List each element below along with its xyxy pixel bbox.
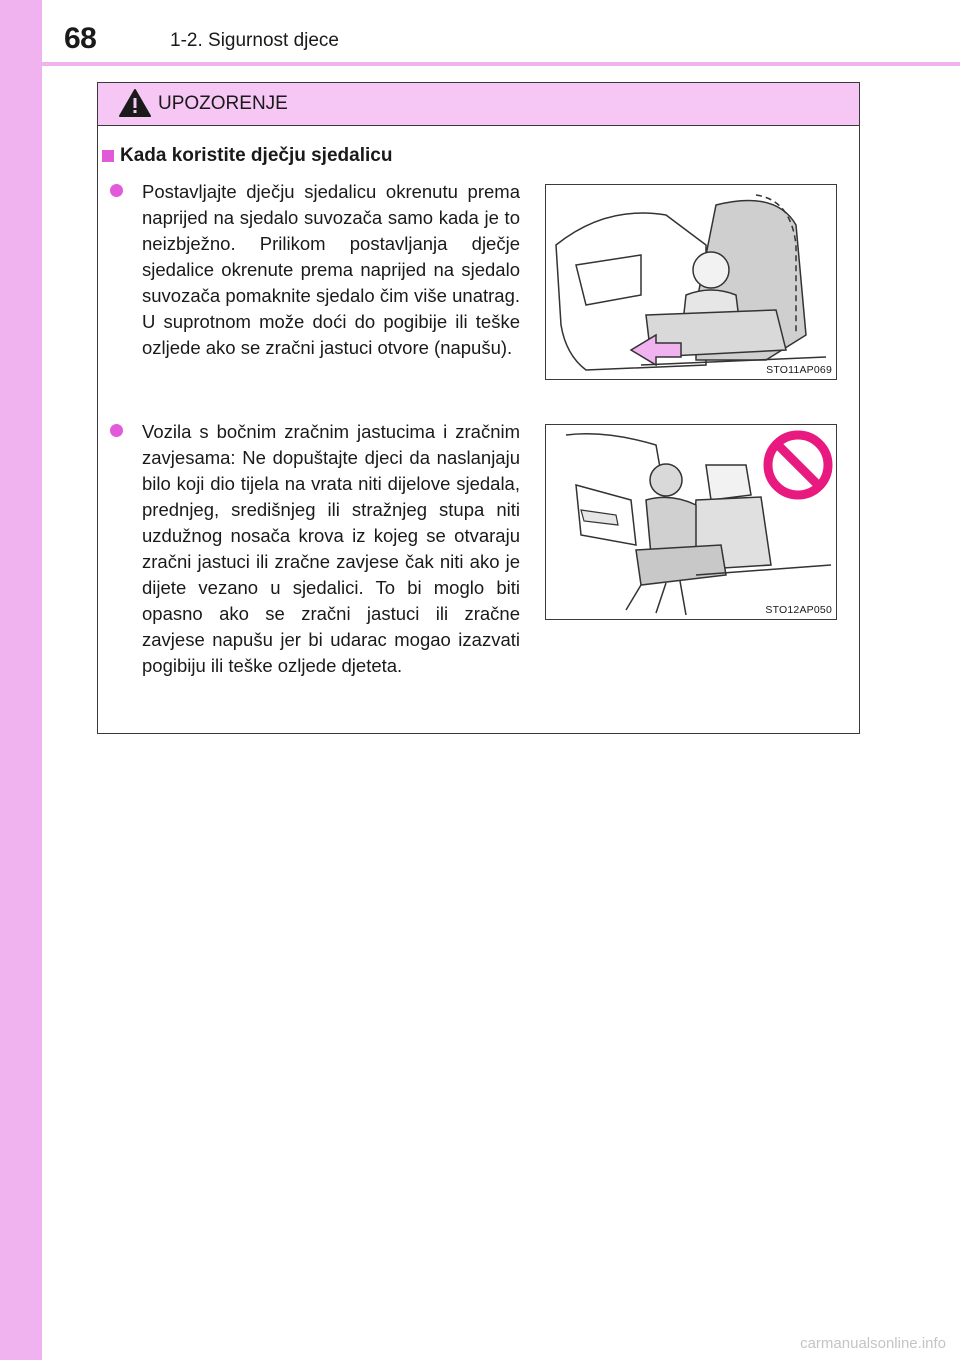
- child-seat-illustration: [546, 185, 836, 379]
- warning-box: [97, 82, 860, 734]
- list-item: [110, 179, 520, 361]
- header-rule: [42, 62, 960, 66]
- bullet-dot-icon: [110, 184, 123, 197]
- side-tab-bar: [0, 0, 42, 1360]
- list-item: [110, 419, 520, 679]
- figure-code: STO12AP050: [765, 604, 832, 616]
- list-item-text: Postavljajte dječju sjedalicu okrenutu prema naprijed na sjedalo suvozača samo kada je to neizbježno. Prilikom postavljanja dječje sjedalice okrenute prema naprijed na sjedalo suvozača pomaknite sjedalo čim više unatrag. U suprotnom može doći do pogibije ili teške ozljede ako se zračni jastuci otvore (napušu).: [142, 181, 520, 358]
- warning-heading: [102, 145, 392, 167]
- warning-header: [98, 83, 859, 126]
- watermark: carmanualsonline.info: [800, 1335, 946, 1352]
- page-number: 68: [64, 22, 97, 55]
- warning-triangle-icon: [118, 88, 152, 118]
- figure-rear-seat-child: [545, 424, 837, 620]
- figure-front-seat-child: [545, 184, 837, 380]
- warning-label: UPOZORENJE: [158, 93, 288, 114]
- prohibition-icon: [762, 429, 834, 501]
- figure-code: STO11AP069: [766, 364, 832, 376]
- square-bullet-icon: [102, 150, 114, 162]
- section-title: 1-2. Sigurnost djece: [170, 30, 339, 51]
- bullet-dot-icon: [110, 424, 123, 437]
- list-item-text: Vozila s bočnim zračnim jastucima i zračnim zavjesama: Ne dopuštajte djeci da naslanjaju bilo koji dio tijela na vrata niti dijelove sjedala, prednjeg, središnjeg ili stražnjeg stupa niti uzdužnog nosača krova iz kojeg se otvaraju zračni jastuci ili zračne zavjese čak niti ako je dijete vezano u sjedalici. To bi moglo biti opasno ako se zračni jastuci ili zračne zavjese napušu jer bi udarac mogao izazvati pogibiju ili teške ozljede djeteta.: [142, 421, 520, 676]
- warning-heading-text: Kada koristite dječju sjedalicu: [120, 145, 393, 166]
